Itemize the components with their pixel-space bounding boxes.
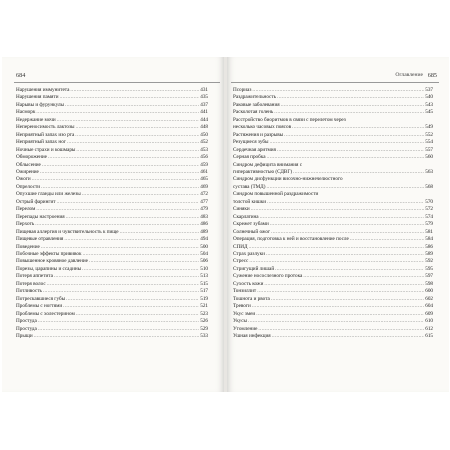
dot-leader: [249, 244, 425, 251]
toc-entry: [16, 154, 208, 161]
toc-entry-page: 568: [425, 183, 433, 190]
toc-entry-page: 586: [425, 243, 433, 250]
toc-entry-page: 560: [425, 154, 433, 161]
running-head: Оглавление: [395, 72, 423, 78]
toc-entry-page: 549: [425, 124, 433, 131]
toc-entry: [16, 251, 208, 258]
toc-entry: [233, 176, 433, 183]
toc-entry-page: 465: [200, 176, 208, 183]
toc-entry-page: 574: [425, 213, 433, 220]
toc-entry: [233, 94, 433, 101]
dot-leader: [70, 87, 199, 94]
toc-entry-title: Опухшие гланды или железы: [16, 191, 81, 198]
toc-entry-title: Скарлатина: [233, 213, 259, 220]
toc-entry: [16, 117, 208, 124]
toc-entry: [233, 318, 433, 325]
toc-entry-title: Расстройство биоритмов в связи с перелетом через: [233, 116, 346, 123]
toc-entry: [233, 154, 433, 161]
toc-entry: [233, 281, 433, 288]
dot-leader: [120, 229, 200, 236]
toc-entry-page: 609: [425, 310, 433, 317]
toc-entry-page: 489: [200, 228, 208, 235]
toc-entry: [233, 236, 433, 243]
dot-leader: [76, 147, 199, 154]
dot-leader: [43, 288, 199, 295]
toc-entry: [233, 132, 433, 139]
toc-entry: [16, 244, 208, 251]
toc-entry: [16, 296, 208, 303]
toc-entry-title: Повышенное кровяное давление: [16, 258, 88, 265]
dot-leader: [38, 326, 199, 333]
dot-leader: [293, 169, 424, 176]
dot-leader: [65, 102, 199, 109]
toc-entry-page: 459: [200, 161, 208, 168]
header-rule: [14, 82, 220, 83]
toc-entry-page: 472: [200, 191, 208, 198]
toc-entry-title: Проблемы с холестерином: [16, 310, 75, 317]
toc-entry-title: Синдром повышенной раздражимости: [233, 191, 319, 198]
toc-entry-page: 600: [425, 288, 433, 295]
dot-leader: [63, 303, 199, 310]
toc-entry-page: 597: [425, 273, 433, 280]
toc-entry: [233, 214, 433, 221]
dot-leader: [248, 318, 424, 325]
left-page-number: 684: [16, 72, 26, 79]
toc-entry-title: Скрежет зубами: [233, 221, 269, 228]
toc-entry-title: Тонзиллит: [233, 288, 257, 295]
dot-leader: [284, 132, 424, 139]
toc-entry-page: 500: [200, 243, 208, 250]
toc-entry-page: 452: [200, 139, 208, 146]
toc-entry-page: 526: [200, 318, 208, 325]
toc-entry-title: Нарушения памяти: [16, 94, 59, 101]
toc-entry-page: 598: [425, 280, 433, 287]
dot-leader: [258, 326, 424, 333]
toc-entry: [16, 236, 208, 243]
toc-entry: [16, 169, 208, 176]
toc-entry-title: Неприятный запах ног: [16, 139, 66, 146]
dot-leader: [277, 147, 424, 154]
toc-entry: [233, 169, 433, 176]
dot-leader: [256, 311, 424, 318]
toc-entry-title: Раковые заболевания: [233, 101, 280, 108]
toc-entry-page: 513: [200, 273, 208, 280]
toc-entry-page: 545: [425, 109, 433, 116]
toc-entry: [16, 102, 208, 109]
dot-leader: [36, 109, 199, 116]
dot-leader: [48, 154, 199, 161]
toc-entry-page: 570: [425, 198, 433, 205]
toc-entry: [16, 184, 208, 191]
dot-leader: [42, 162, 199, 169]
dot-leader: [35, 221, 199, 228]
toc-entry-title: Операция, подготовка к ней и восстановление после: [233, 236, 349, 243]
dot-leader: [75, 132, 199, 139]
toc-entry-page: 504: [200, 250, 208, 257]
toc-entry: [233, 109, 433, 116]
toc-entry: [16, 266, 208, 273]
dot-leader: [60, 94, 200, 101]
dot-leader: [270, 221, 424, 228]
toc-entry-page: 529: [200, 325, 208, 332]
toc-entry-page: 523: [200, 310, 208, 317]
toc-entry-page: 563: [425, 168, 433, 175]
dot-leader: [82, 266, 199, 273]
toc-entry-page: 431: [200, 87, 208, 93]
dot-leader: [272, 333, 425, 340]
toc-entry-page: 479: [200, 206, 208, 213]
toc-entry-page: 461: [200, 168, 208, 175]
toc-entry: [16, 206, 208, 213]
toc-entry: [16, 191, 208, 198]
dot-leader: [252, 303, 424, 310]
dot-leader: [76, 124, 200, 131]
toc-entry-title: Сердечная аритмия: [233, 146, 276, 153]
dot-leader: [57, 117, 200, 124]
toc-entry-page: 557: [425, 146, 433, 153]
toc-entry: [233, 139, 433, 146]
toc-entry-page: 450: [200, 131, 208, 138]
toc-entry: [233, 311, 433, 318]
toc-entry-title: Синдром дефицита внимания с: [233, 161, 303, 168]
toc-entry-page: 595: [425, 265, 433, 272]
toc-entry: [16, 303, 208, 310]
toc-entry-title: Проблемы с ногтями: [16, 303, 63, 310]
toc-entry-page: 602: [425, 295, 433, 302]
dot-leader: [82, 191, 199, 198]
dot-leader: [54, 273, 199, 280]
toc-entry-title: Непереносимость лактозы: [16, 124, 75, 131]
toc-entry-title: Ожоги: [16, 176, 31, 183]
toc-entry-title: Облысение: [16, 161, 41, 168]
toc-entry-title: Тошнота и рвота: [233, 295, 270, 302]
toc-entry-title: Перепады настроения: [16, 213, 65, 220]
toc-entry-title: Ушная инфекция: [233, 332, 271, 339]
dot-leader: [270, 139, 425, 146]
dot-leader: [252, 87, 424, 94]
toc-entry-title: Серная пробка: [233, 154, 266, 161]
toc-entry: [16, 214, 208, 221]
toc-entry-title: Прыщи: [16, 332, 33, 339]
dot-leader: [350, 236, 424, 243]
toc-entry-page: 604: [425, 303, 433, 310]
toc-entry: [233, 273, 433, 280]
toc-entry: [233, 229, 433, 236]
dot-leader: [277, 94, 424, 101]
dot-leader: [34, 333, 200, 340]
dot-leader: [76, 311, 199, 318]
toc-entry-page: 486: [200, 221, 208, 228]
dot-leader: [266, 251, 424, 258]
dot-leader: [40, 169, 199, 176]
toc-entry-page: 521: [200, 303, 208, 310]
dot-leader: [32, 176, 200, 183]
toc-entry: [16, 147, 208, 154]
toc-entry-page: 589: [425, 250, 433, 257]
dot-leader: [249, 258, 424, 265]
toc-entry-title: Потеря аппетита: [16, 273, 53, 280]
toc-entry-page: 506: [200, 258, 208, 265]
toc-entry-title: Перхоть: [16, 221, 35, 228]
toc-entry-title: Опрелости: [16, 183, 41, 190]
toc-entry-page: 477: [200, 198, 208, 205]
header-rule: [231, 82, 439, 83]
toc-entry: [233, 244, 433, 251]
toc-entry: [16, 94, 208, 101]
dot-leader: [89, 258, 199, 265]
toc-entry: [16, 318, 208, 325]
toc-entry: [233, 221, 433, 228]
toc-entry-page: 494: [200, 236, 208, 243]
toc-entry-title: Сухость кожи: [233, 280, 264, 287]
toc-entry-page: 554: [425, 139, 433, 146]
toc-entry: [233, 199, 433, 206]
toc-entry-title: несколько часовых поясов: [233, 124, 292, 131]
toc-entry-page: 581: [425, 228, 433, 235]
dot-leader: [66, 296, 199, 303]
toc-entry-page: 537: [425, 87, 433, 93]
dot-leader: [47, 281, 200, 288]
dot-leader: [251, 206, 425, 213]
dot-leader: [260, 214, 425, 221]
toc-entry-title: Острый фарингит: [16, 198, 56, 205]
toc-entry-title: Нарывы и фурункулы: [16, 101, 65, 108]
dot-leader: [275, 266, 424, 273]
toc-entry: [16, 258, 208, 265]
toc-entry: [16, 311, 208, 318]
dot-leader: [66, 214, 200, 221]
toc-entry-title: СПИД: [233, 243, 248, 250]
dot-leader: [38, 318, 199, 325]
toc-entry-title: Нарушения иммунитета: [16, 87, 70, 93]
dot-leader: [303, 273, 424, 280]
dot-leader: [67, 139, 199, 146]
toc-entry: [233, 124, 433, 131]
left-page: [2, 57, 224, 392]
toc-entry-title: Синдром дисфункции височно-нижнечелюстного: [233, 176, 343, 183]
toc-entry-title: Укус змеи: [233, 310, 256, 317]
toc-entry-title: Пищевая аллергия и чувствительность к пище: [16, 228, 119, 235]
toc-entry: [233, 147, 433, 154]
toc-entry: [233, 303, 433, 310]
book-spread: [2, 57, 449, 392]
toc-entry: [16, 221, 208, 228]
toc-entry-page: 615: [425, 332, 433, 339]
toc-entry-page: 572: [425, 206, 433, 213]
toc-entry-title: Расколотая голень: [233, 109, 274, 116]
dot-leader: [264, 281, 424, 288]
toc-entry-title: Стресс: [233, 258, 249, 265]
toc-entry: [233, 326, 433, 333]
toc-entry-page: 584: [425, 236, 433, 243]
toc-entry-title: Обморожение: [16, 154, 47, 161]
toc-entry: [16, 176, 208, 183]
toc-entry-title: Простуда: [16, 325, 37, 332]
toc-entry: [16, 132, 208, 139]
toc-entry-title: Перелом: [16, 206, 36, 213]
toc-list-left: [16, 87, 208, 340]
toc-entry-page: 610: [425, 318, 433, 325]
toc-entry-title: Неприятный запах изо рта: [16, 131, 75, 138]
toc-entry-title: Потеря волос: [16, 280, 46, 287]
toc-entry: [16, 273, 208, 280]
toc-entry-title: гиперактивностью (СДВГ): [233, 168, 293, 175]
dot-leader: [281, 102, 425, 109]
toc-entry: [233, 288, 433, 295]
toc-entry: [16, 229, 208, 236]
toc-entry-title: Побочные эффекты прививок: [16, 250, 82, 257]
dot-leader: [83, 251, 200, 258]
toc-entry-page: 515: [200, 280, 208, 287]
toc-entry: [16, 281, 208, 288]
toc-entry-page: 552: [425, 131, 433, 138]
toc-entry-page: 441: [200, 109, 208, 116]
toc-entry-title: Ожирение: [16, 168, 39, 175]
toc-entry-page: 612: [425, 325, 433, 332]
toc-entry-title: Раздражительность: [233, 94, 276, 101]
toc-entry: [16, 326, 208, 333]
toc-entry-page: 437: [200, 101, 208, 108]
toc-entry: [233, 162, 433, 169]
toc-entry-page: 533: [200, 332, 208, 339]
dot-leader: [267, 154, 425, 161]
toc-entry-title: Ночные страхи и кошмары: [16, 146, 76, 153]
toc-entry: [16, 109, 208, 116]
toc-entry-title: сустава (ТМД): [233, 183, 266, 190]
toc-entry-page: 448: [200, 124, 208, 131]
toc-entry-page: 510: [200, 265, 208, 272]
dot-leader: [267, 199, 424, 206]
dot-leader: [271, 296, 424, 303]
dot-leader: [274, 109, 424, 116]
toc-entry: [16, 139, 208, 146]
toc-entry-title: Укусы: [233, 318, 248, 325]
toc-entry: [16, 124, 208, 131]
right-page: [227, 57, 449, 392]
dot-leader: [41, 184, 199, 191]
dot-leader: [64, 236, 199, 243]
toc-entry-title: Недержание мочи: [16, 116, 56, 123]
dot-leader: [292, 124, 424, 131]
toc-entry-title: Стригущий лишай: [233, 265, 275, 272]
toc-entry: [16, 162, 208, 169]
toc-entry-title: Насморк: [16, 109, 36, 116]
toc-entry-title: Псориаз: [233, 87, 252, 93]
toc-entry: [233, 206, 433, 213]
toc-entry: [233, 258, 433, 265]
toc-entry-page: 435: [200, 94, 208, 101]
toc-entry-title: Тревоги: [233, 303, 251, 310]
toc-entry-title: Страх разлуки: [233, 250, 265, 257]
toc-entry-title: Потрескавшиеся губы: [16, 295, 66, 302]
toc-entry-page: 579: [425, 221, 433, 228]
toc-entry: [233, 87, 433, 94]
toc-entry-page: 543: [425, 101, 433, 108]
toc-entry-title: Утомление: [233, 325, 258, 332]
toc-entry-title: Поведение: [16, 243, 40, 250]
toc-entry-title: Порезы, царапины и ссадины: [16, 265, 82, 272]
dot-leader: [266, 184, 424, 191]
toc-entry-page: 483: [200, 213, 208, 220]
toc-entry-title: Солнечный ожог: [233, 228, 271, 235]
toc-entry: [233, 251, 433, 258]
toc-entry-page: 519: [200, 295, 208, 302]
toc-entry-page: 456: [200, 154, 208, 161]
toc-entry: [16, 87, 208, 94]
toc-entry: [233, 266, 433, 273]
toc-entry-title: Пищевые отравления: [16, 236, 64, 243]
dot-leader: [57, 199, 200, 206]
toc-entry: [233, 296, 433, 303]
toc-entry-page: 517: [200, 288, 208, 295]
toc-entry-title: Потливость: [16, 288, 42, 295]
toc-entry: [233, 102, 433, 109]
toc-entry-page: 592: [425, 258, 433, 265]
toc-entry-page: 540: [425, 94, 433, 101]
toc-entry-title: Растяжения и разрывы: [233, 131, 284, 138]
toc-entry-page: 469: [200, 183, 208, 190]
toc-entry-title: Резущиеся зубы: [233, 139, 269, 146]
toc-entry: [233, 333, 433, 340]
toc-entry-page: 444: [200, 116, 208, 123]
dot-leader: [36, 206, 199, 213]
toc-entry-title: толстой кишки: [233, 198, 267, 205]
toc-entry: [233, 184, 433, 191]
toc-entry: [16, 333, 208, 340]
toc-entry-page: 453: [200, 146, 208, 153]
toc-entry-title: Сужение носослезного протока: [233, 273, 303, 280]
dot-leader: [257, 288, 424, 295]
dot-leader: [271, 229, 424, 236]
toc-entry: [16, 288, 208, 295]
toc-entry-title: Синяки: [233, 206, 250, 213]
right-page-number: 685: [427, 72, 437, 79]
toc-entry: [16, 199, 208, 206]
toc-entry-title: Простуда: [16, 318, 37, 325]
toc-list-right: [233, 87, 433, 340]
dot-leader: [41, 244, 199, 251]
toc-entry: [233, 191, 433, 198]
toc-entry: [233, 117, 433, 124]
